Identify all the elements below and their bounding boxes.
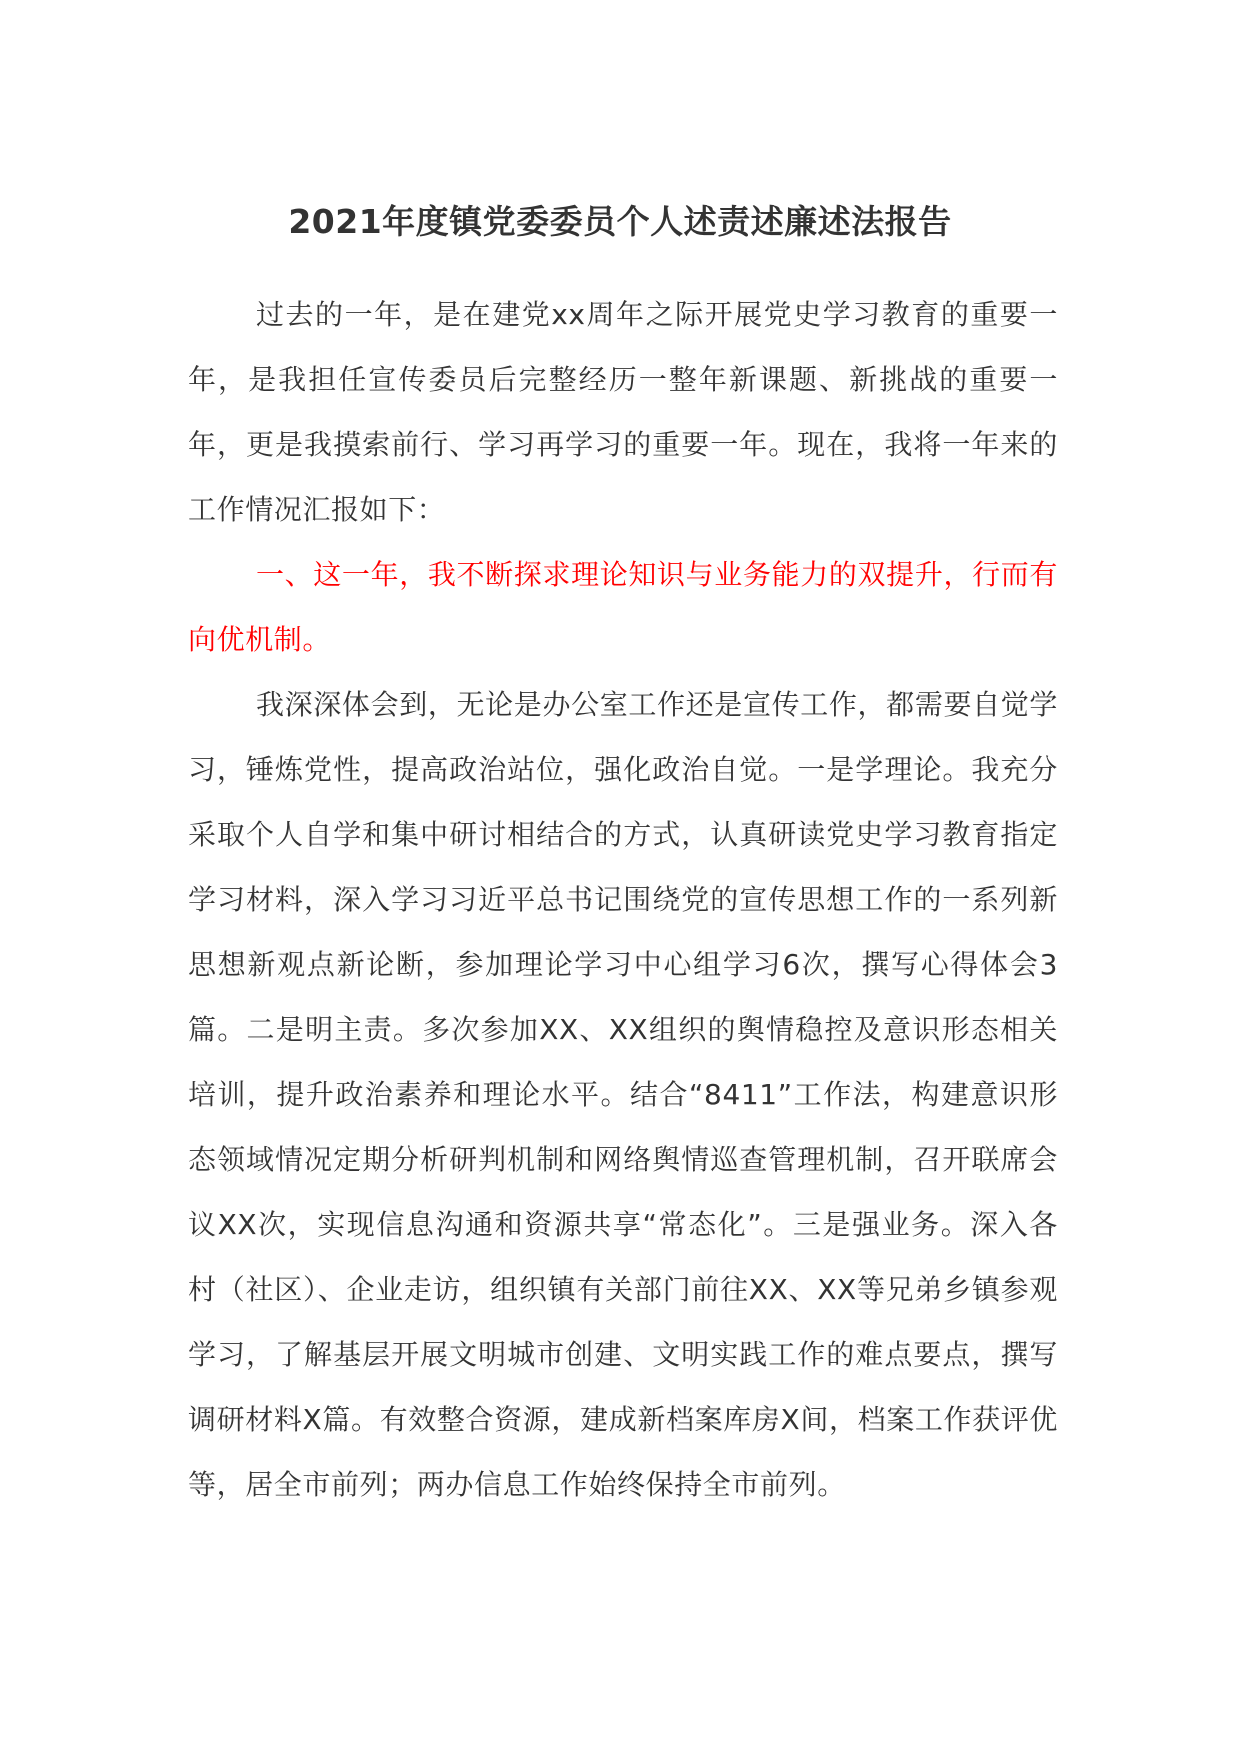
body-paragraph: 我深深体会到，无论是办公室工作还是宣传工作，都需要自觉学习，锤炼党性，提高政治站位，强化政治自觉。一是学理论。我充分采取个人自学和集中研讨相结合的方式，认真研读党史学习教育指定学习材料，深入学习习近平总书记围绕党的宣传思想工作的一系列新思想新观点新论断，参加理论学习中心组学习6次，撰写心得体会3篇。二是明主责。多次参加XX、XX组织的舆情稳控及意识形态相关培训，提升政治素养和理论水平。结合“8411”工作法，构建意识形态领域情况定期分析研判机制和网络舆情巡查管理机制，召开联席会议XX次，实现信息沟通和资源共享“常态化”。三是强业务。深入各村（社区）、企业走访，组织镇有关部门前往XX、XX等兄弟乡镇参观学习，了解基层开展文明城市创建、文明实践工作的难点要点，撰写调研材料X篇。有效整合资源，建成新档案库房X间，档案工作获评优等，居全市前列；两办信息工作始终保持全市前列。 [188,688,1058,1501]
section-heading: 一、这一年，我不断探求理论知识与业务能力的双提升，行而有向优机制。 [188,558,1058,656]
intro-paragraph: 过去的一年，是在建党xx周年之际开展党史学习教育的重要一年，是我担任宣传委员后完整经历一整年新课题、新挑战的重要一年，更是我摸索前行、学习再学习的重要一年。现在，我将一年来的工作情况汇报如下： [188,298,1058,526]
document-body [188,282,1058,1517]
document-title: 2021年度镇党委委员个人述责述廉述法报告 [288,202,952,241]
